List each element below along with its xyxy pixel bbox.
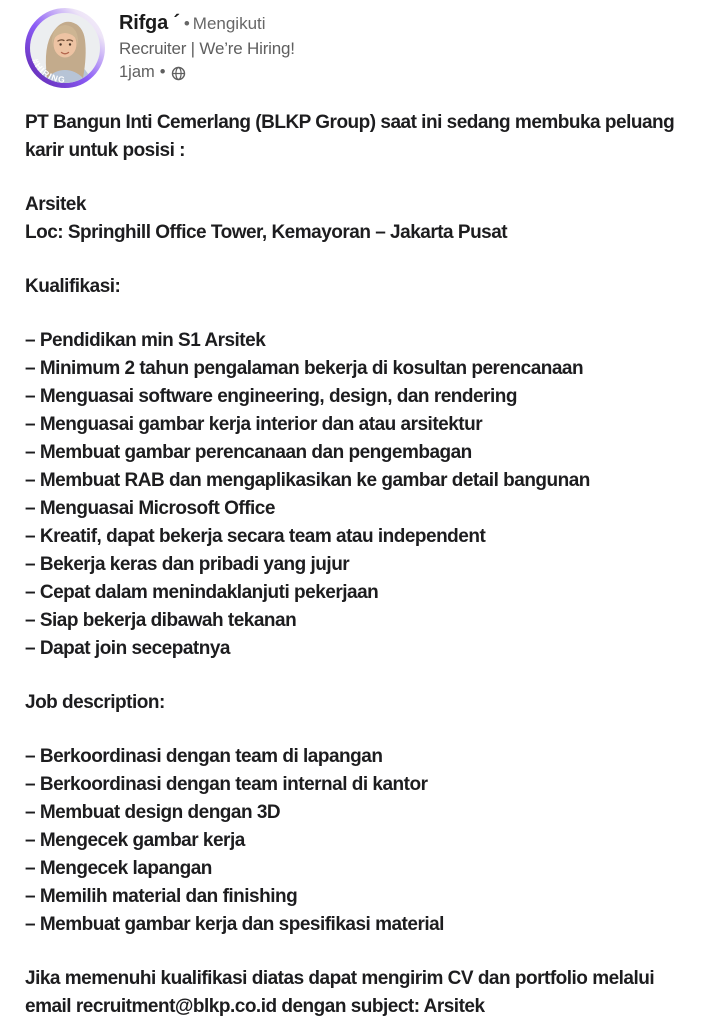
- position-block: [25, 191, 684, 247]
- list-item: – Membuat gambar perencanaan dan pengembagan: [25, 442, 472, 463]
- follow-separator: •: [183, 14, 190, 33]
- list-item: – Minimum 2 tahun pengalaman bekerja di kosultan perencanaan: [25, 358, 584, 379]
- position-location: Loc: Springhill Office Tower, Kemayoran – Jakarta Pusat: [25, 222, 508, 243]
- list-item: – Menguasai software engineering, design, dan rendering: [25, 386, 517, 407]
- avatar-image: [25, 8, 105, 88]
- job-desc-list: [25, 743, 684, 939]
- follow-status[interactable]: Mengikuti: [192, 14, 266, 33]
- avatar[interactable]: [25, 8, 105, 88]
- intro-paragraph: PT Bangun Inti Cemerlang (BLKP Group) saat ini sedang membuka peluang karir untuk posisi :: [25, 112, 675, 161]
- closing-paragraph: Jika memenuhi kualifikasi diatas dapat mengirim CV dan portfolio melalui email recruitment@blkp.co.id dengan subject: Arsitek: [25, 968, 655, 1017]
- position-title: Arsitek: [25, 194, 86, 215]
- hiring-badge-text: #HIRING: [30, 56, 67, 85]
- qualifications-heading: Kualifikasi:: [25, 276, 121, 297]
- list-item: – Mengecek gambar kerja: [25, 830, 245, 851]
- list-item: – Berkoordinasi dengan team internal di kantor: [25, 774, 428, 795]
- qualifications-list: [25, 327, 684, 663]
- list-item: – Pendidikan min S1 Arsitek: [25, 330, 266, 351]
- author-name[interactable]: Rifga ´: [119, 12, 180, 34]
- list-item: – Membuat gambar kerja dan spesifikasi material: [25, 914, 444, 935]
- list-item: – Berkoordinasi dengan team di lapangan: [25, 746, 383, 767]
- post-meta-row: [119, 61, 295, 84]
- author-name-row: [119, 11, 295, 37]
- list-item: – Menguasai gambar kerja interior dan atau arsitektur: [25, 414, 483, 435]
- list-item: – Memilih material dan finishing: [25, 886, 298, 907]
- list-item: – Menguasai Microsoft Office: [25, 498, 275, 519]
- meta-separator: •: [159, 63, 166, 81]
- author-headline: Recruiter | We’re Hiring!: [119, 39, 295, 58]
- list-item: – Bekerja keras dan pribadi yang jujur: [25, 554, 350, 575]
- list-item: – Kreatif, dapat bekerja secara team atau independent: [25, 526, 486, 547]
- list-item: – Siap bekerja dibawah tekanan: [25, 610, 297, 631]
- list-item: – Cepat dalam menindaklanjuti pekerjaan: [25, 582, 379, 603]
- globe-icon: [171, 66, 186, 81]
- list-item: – Membuat RAB dan mengaplikasikan ke gambar detail bangunan: [25, 470, 590, 491]
- list-item: – Dapat join secepatnya: [25, 638, 230, 659]
- list-item: – Membuat design dengan 3D: [25, 802, 281, 823]
- post-time: 1jam: [119, 63, 155, 81]
- list-item: – Mengecek lapangan: [25, 858, 212, 879]
- post-body: [25, 109, 684, 1021]
- job-desc-heading: Job description:: [25, 692, 165, 713]
- author-block: [119, 8, 295, 84]
- post-header: [25, 8, 684, 88]
